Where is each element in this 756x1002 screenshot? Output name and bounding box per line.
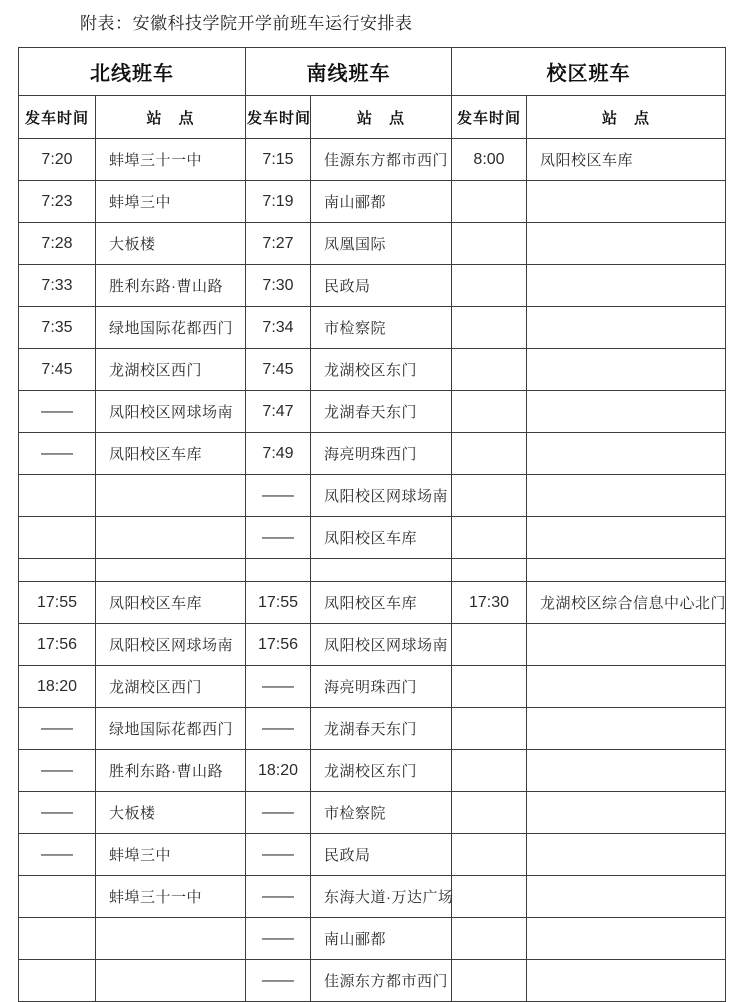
table-row xyxy=(19,834,726,876)
south-time: 7:27 xyxy=(246,223,311,265)
north-station: 绿地国际花都西门 xyxy=(96,708,246,750)
south-time: —— xyxy=(246,708,311,750)
south-station: 佳源东方都市西门 xyxy=(311,960,452,1002)
table-row xyxy=(19,433,726,475)
table-row xyxy=(19,349,726,391)
south-time: 7:45 xyxy=(246,349,311,391)
campus-time xyxy=(452,475,527,517)
empty-cell xyxy=(19,559,96,582)
south-time: 7:30 xyxy=(246,265,311,307)
campus-station xyxy=(527,624,726,666)
north-time: 7:20 xyxy=(19,139,96,181)
campus-station xyxy=(527,750,726,792)
table-row xyxy=(19,708,726,750)
campus-station xyxy=(527,475,726,517)
table-row xyxy=(19,181,726,223)
south-station-header: 站 点 xyxy=(311,96,452,139)
campus-time xyxy=(452,391,527,433)
campus-station xyxy=(527,666,726,708)
north-time: —— xyxy=(19,834,96,876)
campus-station xyxy=(527,307,726,349)
table-row xyxy=(19,792,726,834)
north-time: —— xyxy=(19,792,96,834)
campus-time xyxy=(452,307,527,349)
south-time: 7:49 xyxy=(246,433,311,475)
south-time: —— xyxy=(246,918,311,960)
campus-station xyxy=(527,876,726,918)
north-station: 蚌埠三中 xyxy=(96,834,246,876)
north-station xyxy=(96,517,246,559)
south-time: —— xyxy=(246,517,311,559)
table-row xyxy=(19,223,726,265)
table-row xyxy=(19,582,726,624)
north-time xyxy=(19,876,96,918)
table-row xyxy=(19,918,726,960)
north-station: 绿地国际花都西门 xyxy=(96,307,246,349)
south-station: 市检察院 xyxy=(311,307,452,349)
south-time: 7:19 xyxy=(246,181,311,223)
south-station: 凤阳校区网球场南 xyxy=(311,475,452,517)
north-station: 大板楼 xyxy=(96,792,246,834)
north-station: 大板楼 xyxy=(96,223,246,265)
campus-station xyxy=(527,834,726,876)
south-station: 南山郦都 xyxy=(311,918,452,960)
south-time: —— xyxy=(246,666,311,708)
south-station: 民政局 xyxy=(311,834,452,876)
column-header-row xyxy=(19,96,726,139)
south-station: 凤阳校区车库 xyxy=(311,582,452,624)
south-station: 龙湖校区东门 xyxy=(311,349,452,391)
south-time: 7:34 xyxy=(246,307,311,349)
empty-cell xyxy=(311,559,452,582)
campus-station xyxy=(527,792,726,834)
north-time xyxy=(19,517,96,559)
empty-cell xyxy=(527,559,726,582)
table-row xyxy=(19,960,726,1002)
campus-time xyxy=(452,750,527,792)
campus-station xyxy=(527,433,726,475)
north-time: 7:23 xyxy=(19,181,96,223)
north-time xyxy=(19,475,96,517)
north-station: 龙湖校区西门 xyxy=(96,349,246,391)
campus-time: 17:30 xyxy=(452,582,527,624)
north-station: 凤阳校区网球场南 xyxy=(96,624,246,666)
page-title: 附表：安徽科技学院开学前班车运行安排表 xyxy=(80,14,413,33)
north-time: —— xyxy=(19,708,96,750)
north-time: 17:56 xyxy=(19,624,96,666)
north-station: 凤阳校区网球场南 xyxy=(96,391,246,433)
campus-time xyxy=(452,349,527,391)
south-station: 龙湖春天东门 xyxy=(311,391,452,433)
empty-cell xyxy=(246,559,311,582)
empty-cell xyxy=(452,559,527,582)
group-header-north: 北线班车 xyxy=(19,48,246,96)
north-station-header: 站 点 xyxy=(96,96,246,139)
south-station: 龙湖校区东门 xyxy=(311,750,452,792)
campus-time xyxy=(452,223,527,265)
table-row xyxy=(19,517,726,559)
campus-time xyxy=(452,708,527,750)
table-row xyxy=(19,139,726,181)
south-station: 东海大道·万达广场 xyxy=(311,876,452,918)
north-station: 蚌埠三十一中 xyxy=(96,876,246,918)
campus-station xyxy=(527,223,726,265)
north-station xyxy=(96,475,246,517)
campus-station xyxy=(527,391,726,433)
south-station: 海亮明珠西门 xyxy=(311,433,452,475)
group-header-south: 南线班车 xyxy=(246,48,452,96)
north-station xyxy=(96,960,246,1002)
south-station: 龙湖春天东门 xyxy=(311,708,452,750)
campus-station xyxy=(527,918,726,960)
campus-station: 龙湖校区综合信息中心北门 xyxy=(527,582,726,624)
campus-time: 8:00 xyxy=(452,139,527,181)
south-time: 7:47 xyxy=(246,391,311,433)
south-station: 南山郦都 xyxy=(311,181,452,223)
page xyxy=(0,9,756,990)
table-row xyxy=(19,666,726,708)
south-time: 17:56 xyxy=(246,624,311,666)
south-station: 市检察院 xyxy=(311,792,452,834)
bus-schedule-table xyxy=(18,47,726,1002)
north-time: —— xyxy=(19,391,96,433)
campus-time xyxy=(452,433,527,475)
campus-station xyxy=(527,708,726,750)
campus-time-header: 发车时间 xyxy=(452,96,527,139)
south-station: 海亮明珠西门 xyxy=(311,666,452,708)
south-time: —— xyxy=(246,834,311,876)
campus-time xyxy=(452,666,527,708)
north-station: 凤阳校区车库 xyxy=(96,582,246,624)
table-row xyxy=(19,876,726,918)
north-station: 龙湖校区西门 xyxy=(96,666,246,708)
south-station: 佳源东方都市西门 xyxy=(311,139,452,181)
north-time: 18:20 xyxy=(19,666,96,708)
campus-station xyxy=(527,960,726,1002)
section-separator-row xyxy=(19,559,726,582)
north-station: 蚌埠三十一中 xyxy=(96,139,246,181)
north-time: 7:45 xyxy=(19,349,96,391)
table-row xyxy=(19,475,726,517)
north-time: —— xyxy=(19,750,96,792)
campus-time xyxy=(452,517,527,559)
table-row xyxy=(19,307,726,349)
south-time: 7:15 xyxy=(246,139,311,181)
north-time: —— xyxy=(19,433,96,475)
group-header-campus: 校区班车 xyxy=(452,48,726,96)
north-time: 17:55 xyxy=(19,582,96,624)
north-time: 7:28 xyxy=(19,223,96,265)
campus-station-header: 站 点 xyxy=(527,96,726,139)
empty-cell xyxy=(96,559,246,582)
table-row xyxy=(19,265,726,307)
campus-time xyxy=(452,960,527,1002)
campus-time xyxy=(452,918,527,960)
south-time: —— xyxy=(246,876,311,918)
north-time xyxy=(19,918,96,960)
north-time xyxy=(19,960,96,1002)
south-station: 凤凰国际 xyxy=(311,223,452,265)
group-header-row xyxy=(19,48,726,96)
south-time: —— xyxy=(246,792,311,834)
campus-station xyxy=(527,265,726,307)
campus-station xyxy=(527,181,726,223)
campus-station: 凤阳校区车库 xyxy=(527,139,726,181)
campus-time xyxy=(452,792,527,834)
north-station: 胜利东路·曹山路 xyxy=(96,750,246,792)
table-row xyxy=(19,750,726,792)
south-time: —— xyxy=(246,475,311,517)
north-time-header: 发车时间 xyxy=(19,96,96,139)
north-station: 凤阳校区车库 xyxy=(96,433,246,475)
table-row xyxy=(19,624,726,666)
north-station: 胜利东路·曹山路 xyxy=(96,265,246,307)
campus-time xyxy=(452,834,527,876)
north-time: 7:35 xyxy=(19,307,96,349)
north-time: 7:33 xyxy=(19,265,96,307)
campus-time xyxy=(452,876,527,918)
campus-station xyxy=(527,517,726,559)
table-row xyxy=(19,391,726,433)
campus-station xyxy=(527,349,726,391)
north-station xyxy=(96,918,246,960)
campus-time xyxy=(452,265,527,307)
campus-time xyxy=(452,624,527,666)
south-time: 18:20 xyxy=(246,750,311,792)
south-station: 民政局 xyxy=(311,265,452,307)
north-station: 蚌埠三中 xyxy=(96,181,246,223)
south-time: —— xyxy=(246,960,311,1002)
south-station: 凤阳校区网球场南 xyxy=(311,624,452,666)
south-time-header: 发车时间 xyxy=(246,96,311,139)
campus-time xyxy=(452,181,527,223)
south-time: 17:55 xyxy=(246,582,311,624)
south-station: 凤阳校区车库 xyxy=(311,517,452,559)
